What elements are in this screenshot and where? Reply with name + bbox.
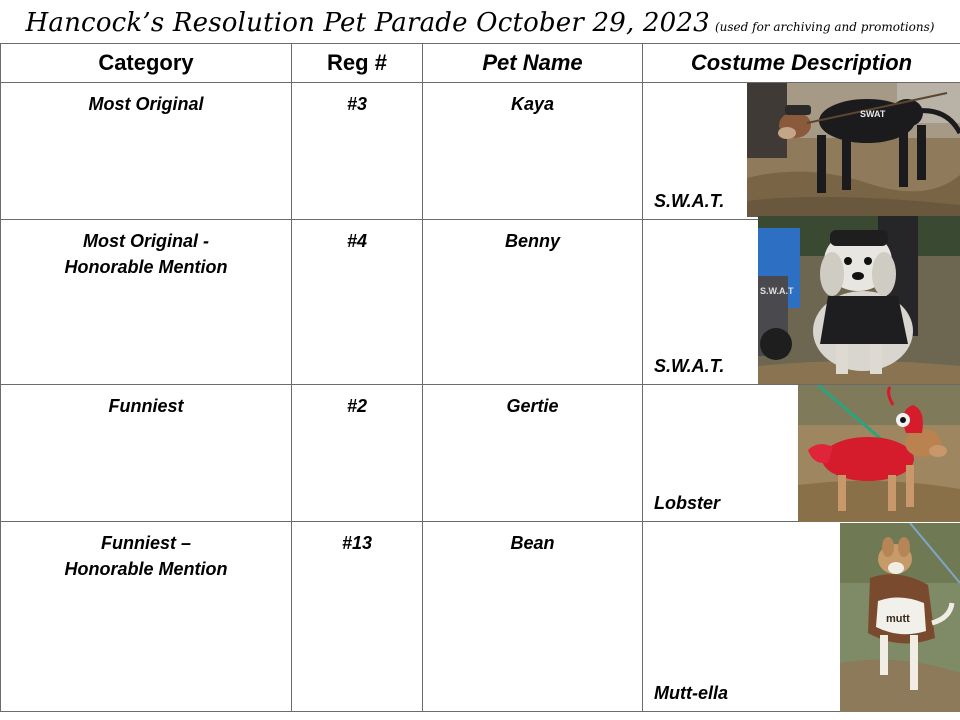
- pet-name: Kaya: [510, 94, 555, 114]
- reg-number: #3: [346, 94, 368, 114]
- header-category: Category: [1, 44, 292, 83]
- vest-label: S.W.A.T: [760, 286, 794, 296]
- pet-photo-kaya: [747, 83, 960, 217]
- category-line: Honorable Mention: [64, 257, 228, 277]
- costume-description: Mutt-ella: [654, 683, 728, 703]
- pet-name: Gertie: [506, 396, 559, 416]
- category-cell: [1, 220, 292, 385]
- header-pet-name: Pet Name: [423, 44, 643, 83]
- category-line: Funniest: [108, 396, 184, 416]
- reg-number: #4: [346, 231, 368, 251]
- costume-description: S.W.A.T.: [654, 191, 725, 211]
- pet-cell: [423, 83, 643, 220]
- page-title: [0, 8, 960, 44]
- reg-number: #2: [346, 396, 368, 416]
- costume-description: Lobster: [654, 493, 721, 513]
- category-line: Honorable Mention: [64, 559, 228, 579]
- title-main: Hancock’s Resolution Pet Parade October 29, 2023: [25, 8, 710, 38]
- reg-cell: [292, 522, 423, 712]
- shirt-label: mutt: [886, 613, 910, 625]
- category-line: Most Original -: [83, 231, 209, 251]
- pet-name: Bean: [510, 533, 555, 553]
- title-note: (used for archiving and promotions): [714, 20, 935, 34]
- pet-cell: [423, 220, 643, 385]
- pet-photo-gertie: [798, 385, 960, 522]
- pet-name: Benny: [504, 231, 560, 251]
- reg-cell: [292, 220, 423, 385]
- reg-cell: [292, 385, 423, 522]
- costume-description: S.W.A.T.: [654, 356, 725, 376]
- pet-cell: [423, 522, 643, 712]
- reg-cell: [292, 83, 423, 220]
- category-line: Funniest –: [100, 533, 191, 553]
- category-cell: [1, 385, 292, 522]
- header-row: [1, 44, 960, 83]
- pet-photo-bean: [840, 523, 960, 712]
- table-row: [1, 522, 960, 712]
- pet-photo-benny: [758, 216, 960, 384]
- header-costume-description: Costume Description: [643, 44, 960, 83]
- pet-cell: [423, 385, 643, 522]
- category-cell: [1, 522, 292, 712]
- category-cell: [1, 83, 292, 220]
- reg-number: #13: [341, 533, 373, 553]
- header-reg: Reg #: [292, 44, 423, 83]
- vest-label: SWAT: [860, 109, 886, 119]
- category-line: Most Original: [88, 94, 204, 114]
